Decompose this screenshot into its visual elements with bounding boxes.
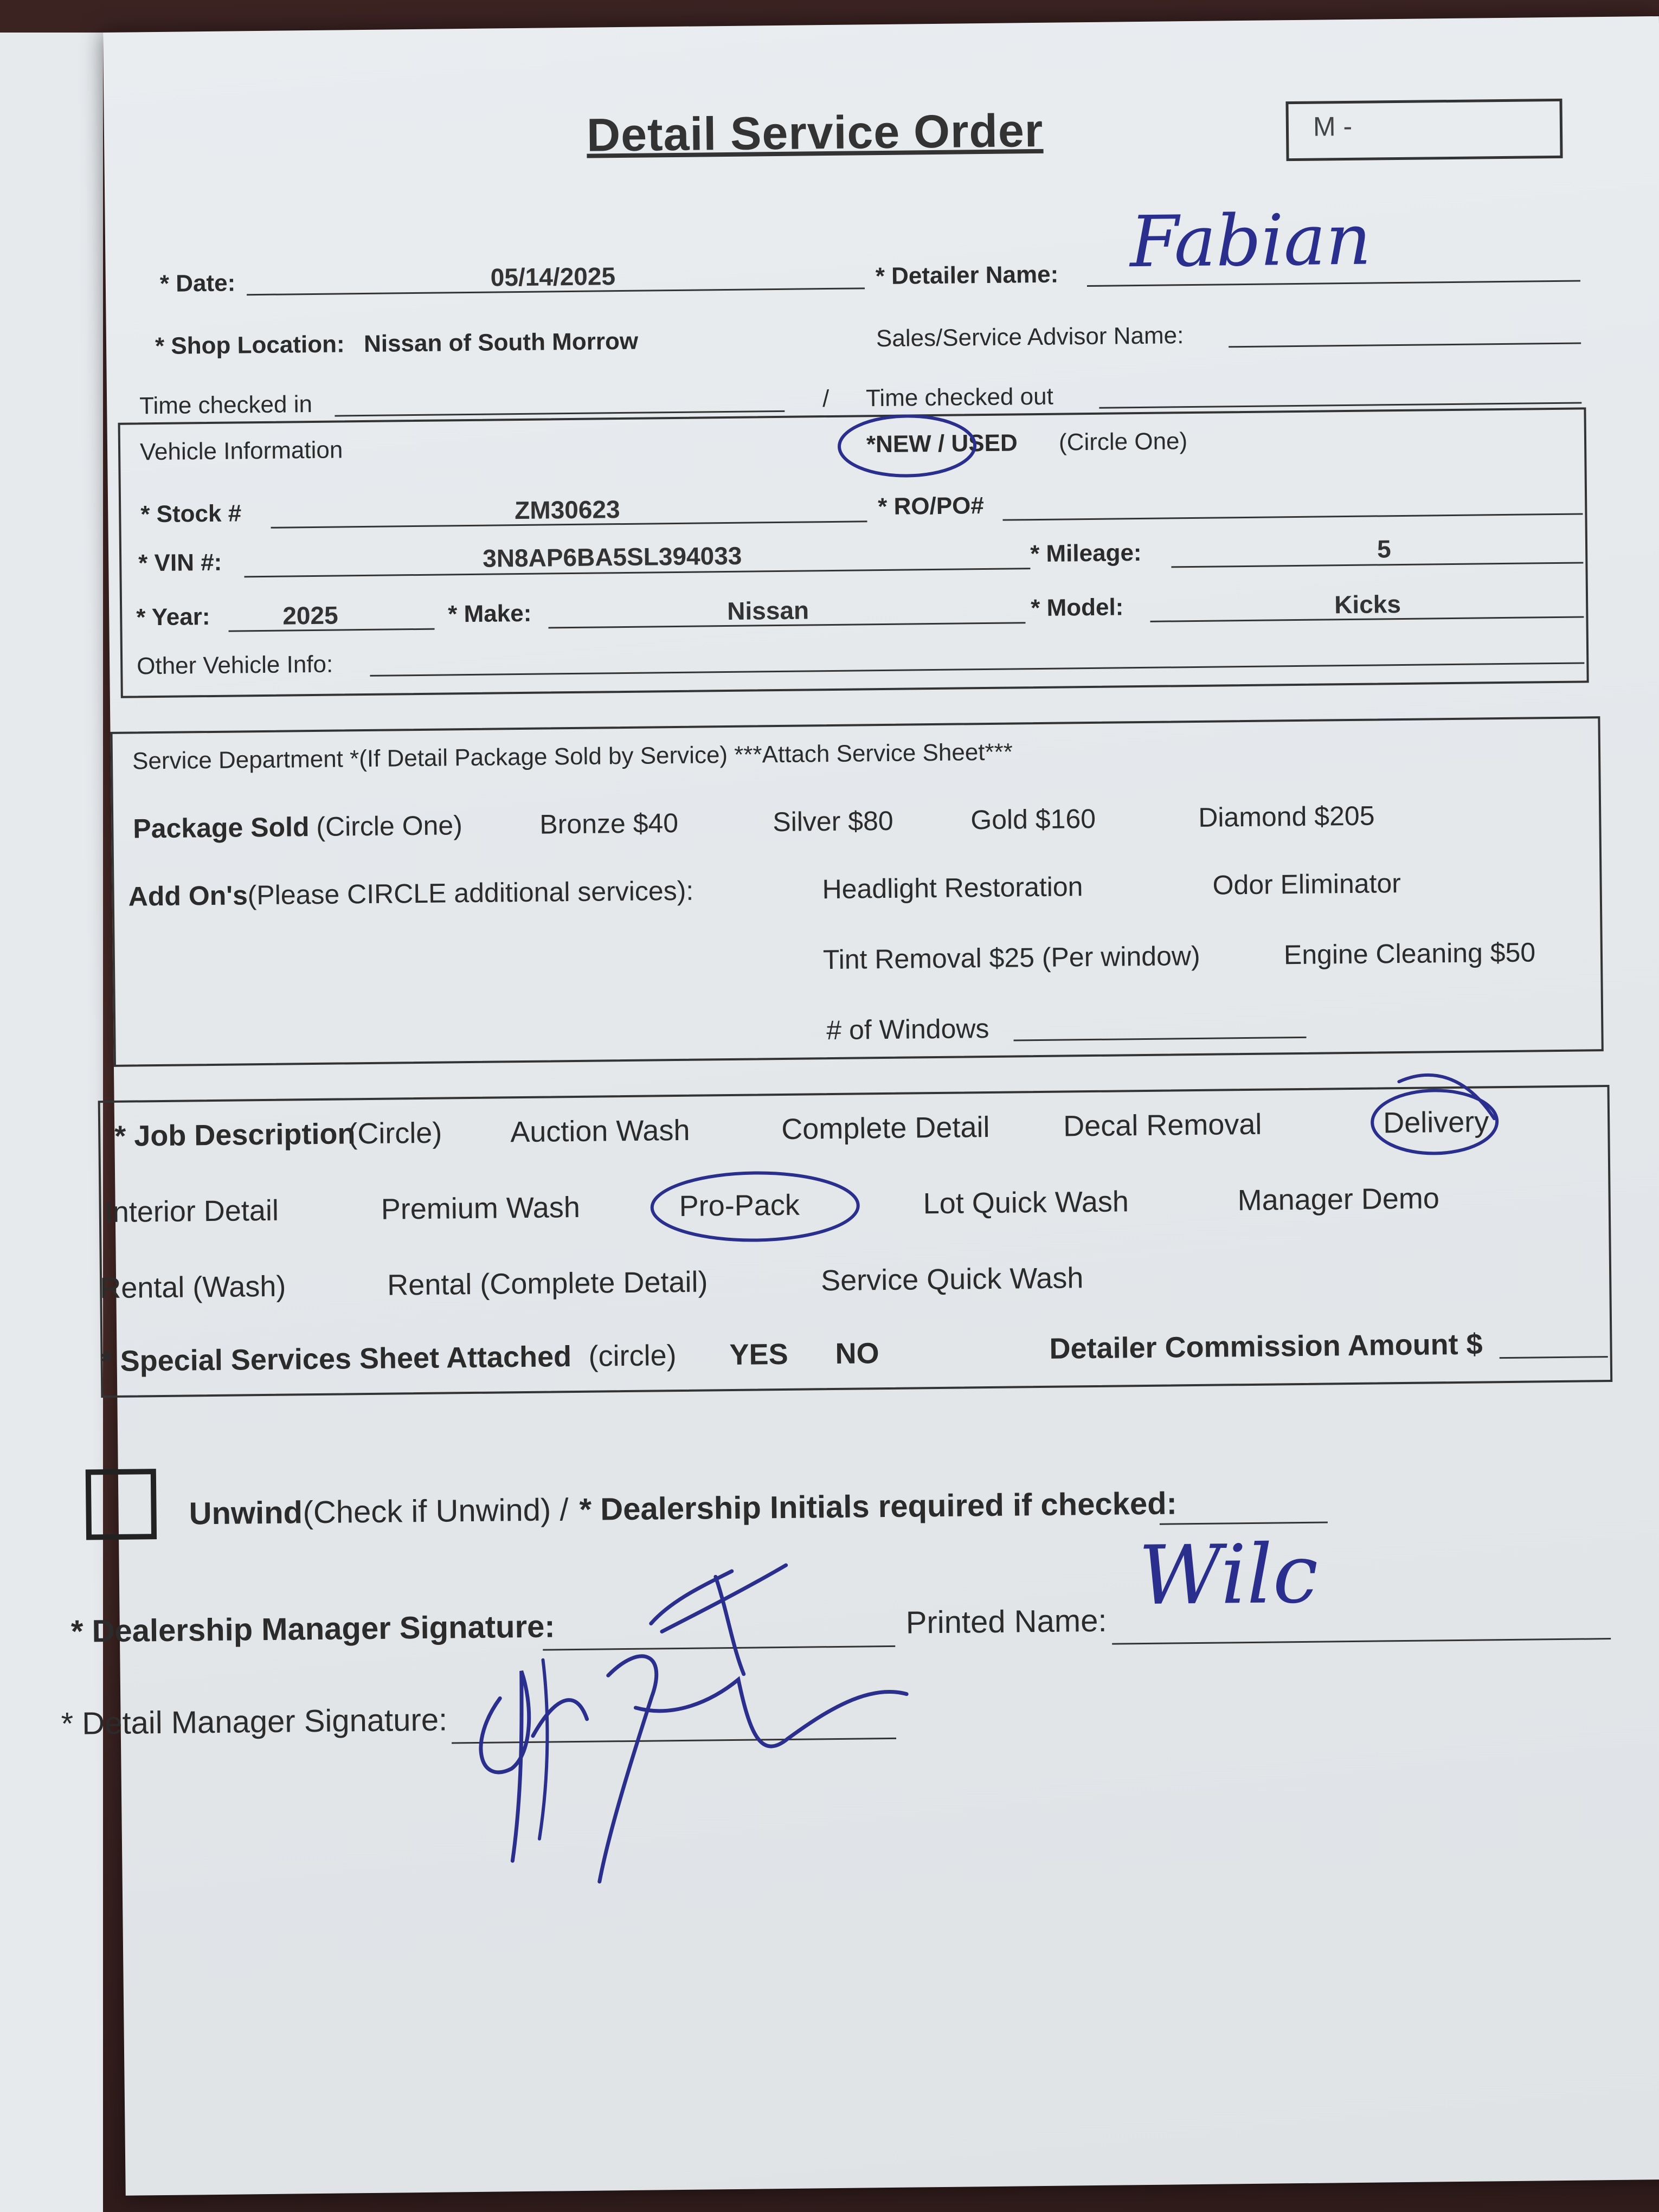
addon-odor[interactable]: Odor Eliminator	[1212, 868, 1401, 901]
make-label: * Make:	[448, 600, 532, 628]
vin-label: * VIN #:	[138, 549, 222, 577]
date-value[interactable]: 05/14/2025	[490, 262, 616, 292]
job-complete-detail[interactable]: Complete Detail	[781, 1110, 990, 1146]
job-lot-quick-wash[interactable]: Lot Quick Wash	[923, 1185, 1129, 1220]
form-title: Detail Service Order	[586, 104, 1044, 162]
vehicle-section-label: Vehicle Information	[139, 436, 343, 466]
job-service-quick-wash[interactable]: Service Quick Wash	[820, 1262, 1084, 1297]
paper-edge	[0, 33, 103, 2212]
ro-label: * RO/PO#	[877, 492, 985, 520]
time-slash: /	[822, 385, 829, 413]
package-hint: (Circle One)	[316, 810, 463, 842]
commission-label: Detailer Commission Amount $	[1049, 1328, 1483, 1365]
new-used-hint: (Circle One)	[1058, 428, 1188, 456]
new-circle-mark	[839, 415, 975, 477]
windows-label: # of Windows	[826, 1013, 989, 1046]
job-manager-demo[interactable]: Manager Demo	[1237, 1182, 1440, 1217]
ink-annotations	[103, 16, 1659, 2196]
addon-engine[interactable]: Engine Cleaning $50	[1283, 937, 1536, 970]
year-label: * Year:	[136, 603, 210, 631]
special-yes[interactable]: YES	[729, 1338, 788, 1372]
job-auction-wash[interactable]: Auction Wash	[510, 1114, 690, 1149]
unwind-hint: (Check if Unwind) /	[303, 1492, 569, 1531]
shop-location-value: Nissan of South Morrow	[363, 327, 639, 357]
new-used-label[interactable]: *NEW / USED	[866, 429, 1018, 458]
special-services-label: * Special Services Sheet Attached	[100, 1340, 572, 1378]
printed-name-label: Printed Name:	[905, 1603, 1107, 1641]
package-diamond[interactable]: Diamond $205	[1198, 800, 1375, 833]
shop-location-label: * Shop Location:	[155, 331, 345, 360]
package-gold[interactable]: Gold $160	[970, 803, 1096, 835]
advisor-label: Sales/Service Advisor Name:	[876, 322, 1184, 352]
time-out-label: Time checked out	[865, 383, 1054, 412]
detailer-handwritten[interactable]: Fabian	[1129, 198, 1372, 284]
service-order-sheet	[61, 16, 1659, 2196]
year-value[interactable]: 2025	[282, 601, 338, 630]
addon-tint[interactable]: Tint Removal $25 (Per window)	[822, 940, 1200, 975]
special-no[interactable]: NO	[835, 1337, 879, 1370]
addons-hint: (Please CIRCLE additional services):	[247, 875, 694, 911]
detail-manager-label: * Detail Manager Signature:	[61, 1702, 448, 1741]
make-value[interactable]: Nissan	[726, 596, 809, 626]
addons-label: Add On's	[128, 880, 248, 912]
vin-value[interactable]: 3N8AP6BA5SL394033	[482, 541, 742, 573]
job-premium-wash[interactable]: Premium Wash	[381, 1191, 581, 1226]
mileage-label: * Mileage:	[1030, 539, 1142, 568]
addon-headlight[interactable]: Headlight Restoration	[822, 871, 1083, 905]
job-rental-wash[interactable]: Rental (Wash)	[99, 1270, 286, 1305]
dealership-manager-label: * Dealership Manager Signature:	[70, 1609, 555, 1649]
job-decal-removal[interactable]: Decal Removal	[1063, 1108, 1262, 1143]
service-header: Service Department *(If Detail Package Sold by Service) ***Attach Service Sheet***	[132, 738, 1013, 775]
printed-name-handwritten[interactable]: Wilc	[1138, 1527, 1319, 1624]
stock-label: * Stock #	[140, 500, 242, 528]
unwind-label: Unwind	[189, 1495, 303, 1532]
job-interior-detail[interactable]: Interior Detail	[104, 1194, 279, 1229]
job-delivery[interactable]: Delivery	[1382, 1105, 1489, 1140]
package-silver[interactable]: Silver $80	[773, 805, 893, 838]
job-pro-pack[interactable]: Pro-Pack	[679, 1188, 800, 1223]
mileage-value[interactable]: 5	[1377, 535, 1391, 563]
job-rental-complete[interactable]: Rental (Complete Detail)	[387, 1265, 708, 1302]
package-bronze[interactable]: Bronze $40	[539, 807, 679, 840]
job-hint: (Circle)	[347, 1116, 442, 1150]
date-label: * Date:	[159, 269, 236, 297]
pro-pack-circle-mark	[652, 1172, 858, 1242]
detailer-label: * Detailer Name:	[875, 261, 1059, 290]
special-services-hint: (circle)	[588, 1339, 677, 1373]
package-label: Package Sold	[133, 812, 310, 844]
time-in-label: Time checked in	[139, 390, 313, 420]
stock-value[interactable]: ZM30623	[514, 495, 620, 525]
model-value[interactable]: Kicks	[1334, 589, 1401, 619]
other-vehicle-label: Other Vehicle Info:	[136, 651, 333, 680]
order-number-label: M -	[1313, 111, 1353, 142]
model-label: * Model:	[1030, 594, 1124, 622]
job-label: * Job Description	[114, 1117, 356, 1153]
unwind-initials-label: * Dealership Initials required if checked:	[579, 1486, 1178, 1527]
